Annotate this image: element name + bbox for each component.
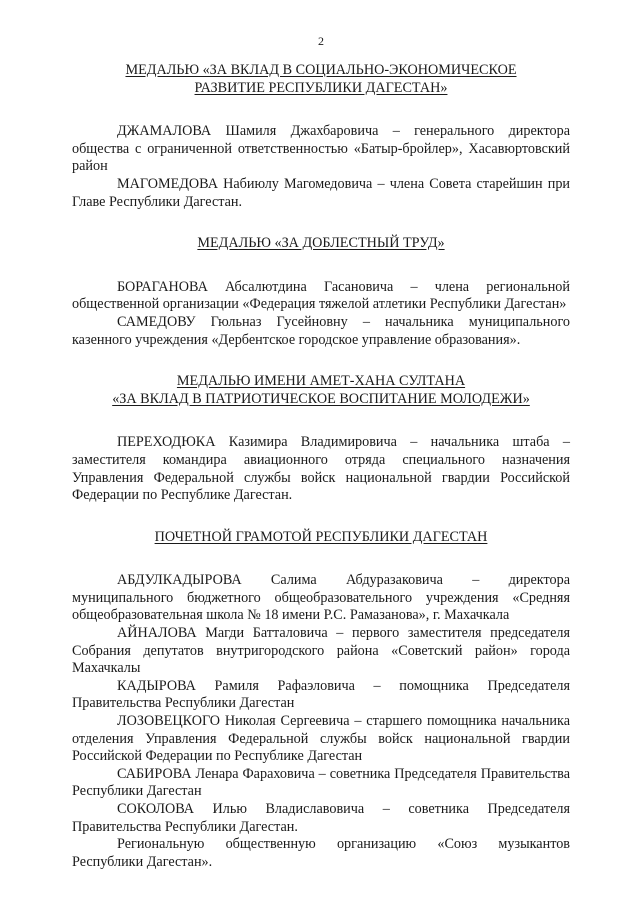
- recipient-entry: ДЖАМАЛОВА Шамиля Джахбаровича – генерального директора общества с ограниченной ответственностью «Батыр-бройлер», Хасавюртовский район: [72, 123, 570, 175]
- award-section-medal-socioeconomic: [72, 62, 570, 211]
- heading-line: «ЗА ВКЛАД В ПАТРИОТИЧЕСКОЕ ВОСПИТАНИЕ МОЛОДЕЖИ»: [112, 390, 530, 407]
- recipient-entry: АЙНАЛОВА Магди Батталовича – первого заместителя председателя Собрания депутатов внутригородского района «Советский район» города Махачкалы: [72, 625, 570, 677]
- section-heading: [72, 373, 570, 408]
- recipient-entry: САБИРОВА Ленара Фараховича – советника Председателя Правительства Республики Дагестан: [72, 765, 570, 800]
- section-heading: [72, 235, 570, 253]
- recipient-entry: АБДУЛКАДЫРОВА Салима Абдуразаковича – директора муниципального бюджетного общеобразовательного учреждения «Средняя общеобразовательная школа № 18 имени Р.С. Рамазанова», г. Махачкала: [72, 572, 570, 624]
- section-heading: [72, 62, 570, 97]
- recipient-entry: ЛОЗОВЕЦКОГО Николая Сергеевича – старшего помощника начальника отделения Управления Федеральной службы войск национальной гвардии Российской Федерации по Республике Дагестан: [72, 713, 570, 765]
- heading-line: МЕДАЛЬЮ ИМЕНИ АМЕТ-ХАНА СУЛТАНА: [176, 373, 466, 390]
- page-number: 2: [318, 34, 324, 48]
- recipient-entry: БОРАГАНОВА Абсалютдина Гасановича – члена региональной общественной организации «Федерация тяжелой атлетики Республики Дагестан»: [72, 278, 570, 313]
- recipient-entry: ПЕРЕХОДЮКА Казимира Владимировича – начальника штаба – заместителя командира авиационного отряда специального назначения Управления Федеральной службы войск национальной гвардии Российской Федерации по Республике Дагестан.: [72, 434, 570, 504]
- section-heading: [72, 529, 570, 547]
- recipient-entry: САМЕДОВУ Гюльназ Гусейновну – начальника муниципального казенного учреждения «Дербентское городское управление образования».: [72, 313, 570, 348]
- recipient-entry: СОКОЛОВА Илью Владиславовича – советника Председателя Правительства Республики Дагестан.: [72, 801, 570, 835]
- heading-line: РАЗВИТИЕ РЕСПУБЛИКИ ДАГЕСТАН»: [194, 79, 448, 96]
- recipient-entry: КАДЫРОВА Рамиля Рафаэловича – помощника Председателя Правительства Республики Дагестан: [72, 677, 570, 712]
- recipient-entry: МАГОМЕДОВА Набиюлу Магомедовича – члена Совета старейшин при Главе Республики Дагестан.: [72, 175, 570, 210]
- heading-line: МЕДАЛЬЮ «ЗА ДОБЛЕСТНЫЙ ТРУД»: [197, 235, 445, 252]
- heading-line: МЕДАЛЬЮ «ЗА ВКЛАД В СОЦИАЛЬНО-ЭКОНОМИЧЕСКОЕ: [125, 62, 517, 78]
- award-section-honorary-certificate: [72, 529, 570, 872]
- heading-line: ПОЧЕТНОЙ ГРАМОТОЙ РЕСПУБЛИКИ ДАГЕСТАН: [154, 528, 488, 545]
- award-section-medal-amet-khan: [72, 373, 570, 505]
- recipient-entry: Региональную общественную организацию «Союз музыкантов Республики Дагестан».: [72, 836, 570, 870]
- award-section-medal-labor: [72, 235, 570, 349]
